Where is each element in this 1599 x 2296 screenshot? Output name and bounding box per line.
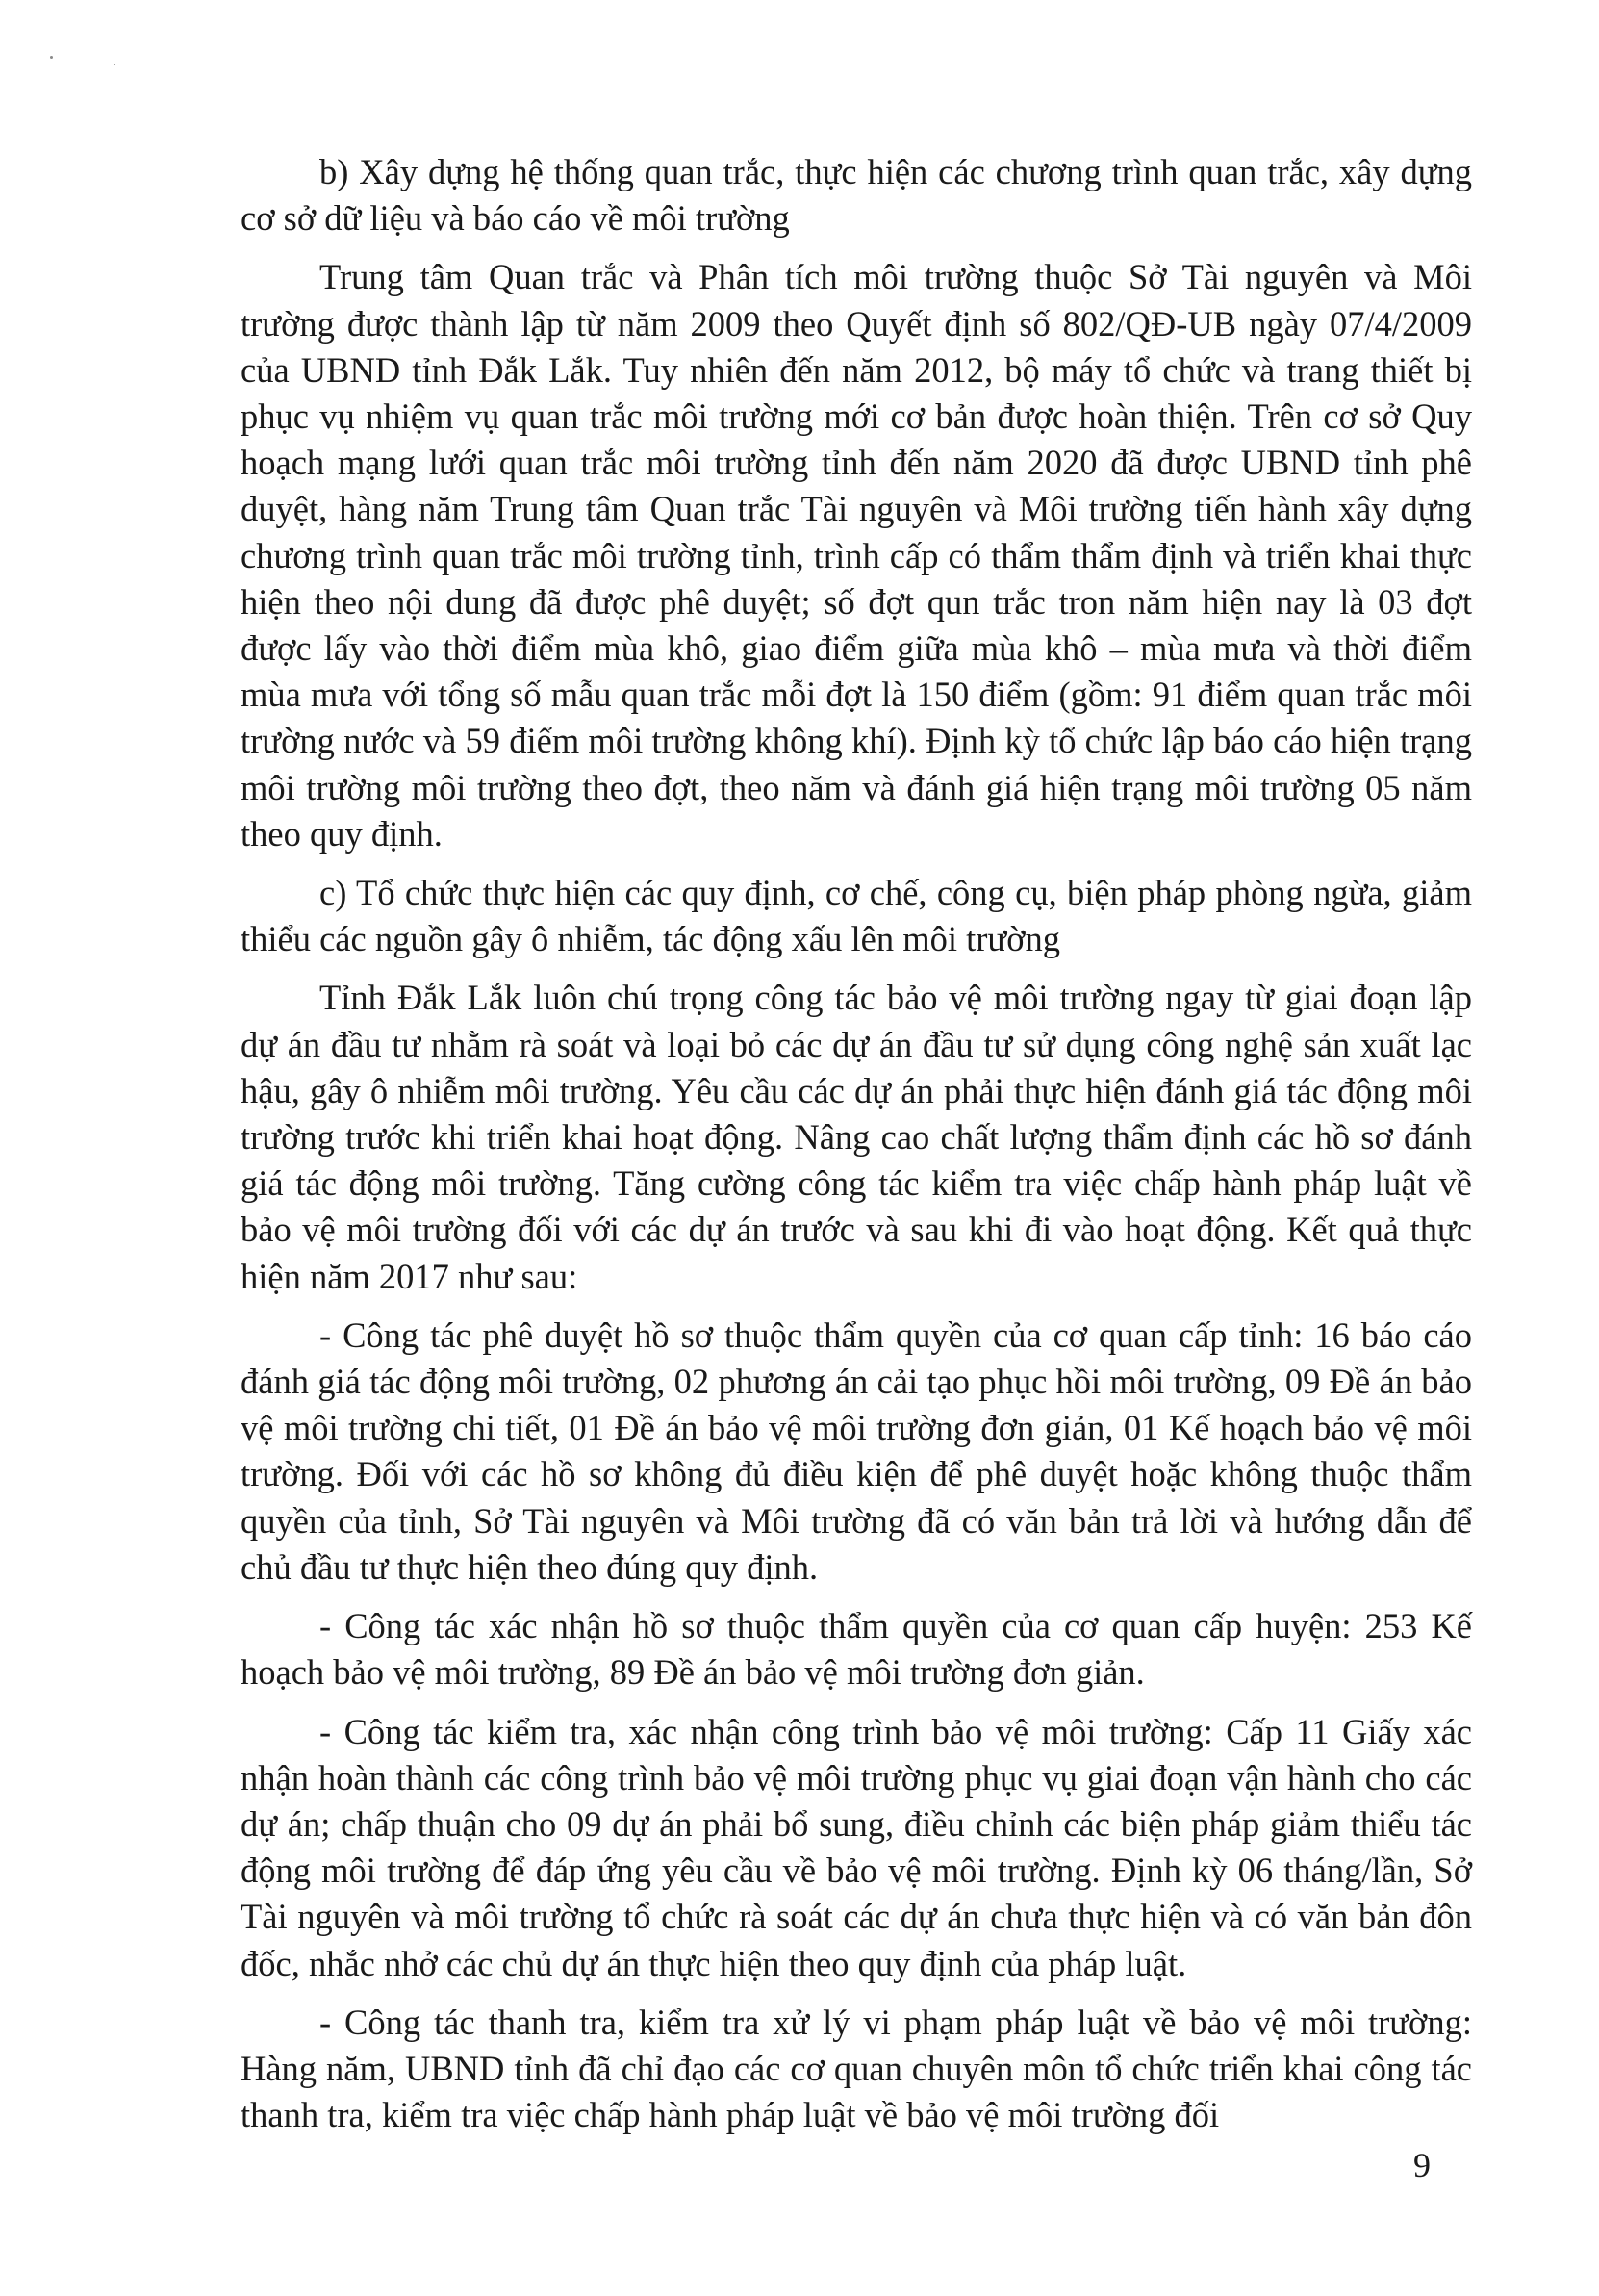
bullet-confirmation: - Công tác xác nhận hồ sơ thuộc thẩm quyền của cơ quan cấp huyện: 253 Kế hoạch bảo vệ môi trường, 89 Đề án bảo vệ môi trường đơn giản. [241, 1606, 1472, 1693]
section-heading-b: b) Xây dựng hệ thống quan trắc, thực hiện các chương trình quan trắc, xây dựng cơ sở dữ liệu và báo cáo về môi trường [241, 152, 1472, 239]
scan-speck [50, 56, 53, 59]
bullet-inspection-works: - Công tác kiểm tra, xác nhận công trình bảo vệ môi trường: Cấp 11 Giấy xác nhận hoàn thành các công trình bảo vệ môi trường phục vụ giai đoạn vận hành cho các dự án; chấp thuận cho 09 dự án phải bổ sung, điều chỉnh các biện pháp giảm thiểu tác động môi trường để đáp ứng yêu cầu về bảo vệ môi trường. Định kỳ 06 tháng/lần, Sở Tài nguyên và môi trường tổ chức rà soát các dự án chưa thực hiện và có văn bản đôn đốc, nhắc nhở các chủ dự án thực hiện theo quy định của pháp luật. [241, 1711, 1472, 1983]
document-body [241, 149, 1472, 2151]
section-heading-c: c) Tổ chức thực hiện các quy định, cơ chế, công cụ, biện pháp phòng ngừa, giảm thiểu các nguồn gây ô nhiễm, tác động xấu lên môi trường [241, 873, 1472, 959]
paragraph-monitoring: Trung tâm Quan trắc và Phân tích môi trường thuộc Sở Tài nguyên và Môi trường được thành lập từ năm 2009 theo Quyết định số 802/QĐ-UB ngày 07/4/2009 của UBND tỉnh Đắk Lắk. Tuy nhiên đến năm 2012, bộ máy tổ chức và trang thiết bị phục vụ nhiệm vụ quan trắc môi trường mới cơ bản được hoàn thiện. Trên cơ sở Quy hoạch mạng lưới quan trắc môi trường tỉnh đến năm 2020 đã được UBND tỉnh phê duyệt, hàng năm Trung tâm Quan trắc Tài nguyên và Môi trường tiến hành xây dựng chương trình quan trắc môi trường tỉnh, trình cấp có thẩm thẩm định và triển khai thực hiện theo nội dung đã được phê duyệt; số đợt qun trắc tron năm hiện nay là 03 đợt được lấy vào thời điểm mùa khô, giao điểm giữa mùa khô – mùa mưa và thời điểm mùa mưa với tổng số mẫu quan trắc mỗi đợt là 150 điểm (gồm: 91 điểm quan trắc môi trường nước và 59 điểm môi trường không khí). Định kỳ tổ chức lập báo cáo hiện trạng môi trường môi trường theo đợt, theo năm và đánh giá hiện trạng môi trường 05 năm theo quy định. [241, 257, 1472, 854]
scan-speck [114, 64, 115, 65]
paragraph-prevention: Tỉnh Đắk Lắk luôn chú trọng công tác bảo vệ môi trường ngay từ giai đoạn lập dự án đầu tư nhằm rà soát và loại bỏ các dự án đầu tư sử dụng công nghệ sản xuất lạc hậu, gây ô nhiễm môi trường. Yêu cầu các dự án phải thực hiện đánh giá tác động môi trường trước khi triển khai hoạt động. Nâng cao chất lượng thẩm định các hồ sơ đánh giá tác động môi trường. Tăng cường công tác kiểm tra việc chấp hành pháp luật về bảo vệ môi trường đối với các dự án trước và sau khi đi vào hoạt động. Kết quả thực hiện năm 2017 như sau: [241, 978, 1472, 1296]
page-number: 9 [1413, 2146, 1431, 2184]
bullet-approval: - Công tác phê duyệt hồ sơ thuộc thẩm quyền của cơ quan cấp tỉnh: 16 báo cáo đánh giá tác động môi trường, 02 phương án cải tạo phục hồi môi trường, 09 Đề án bảo vệ môi trường chi tiết, 01 Đề án bảo vệ môi trường đơn giản, 01 Kế hoạch bảo vệ môi trường. Đối với các hồ sơ không đủ điều kiện để phê duyệt hoặc không thuộc thẩm quyền của tỉnh, Sở Tài nguyên và Môi trường đã có văn bản trả lời và hướng dẫn để chủ đầu tư thực hiện theo đúng quy định. [241, 1314, 1472, 1587]
bullet-inspection-violations: - Công tác thanh tra, kiểm tra xử lý vi phạm pháp luật về bảo vệ môi trường: Hàng năm, UBND tỉnh đã chỉ đạo các cơ quan chuyên môn tổ chức triển khai công tác thanh tra, kiểm tra việc chấp hành pháp luật về bảo vệ môi trường đối [241, 2002, 1472, 2135]
